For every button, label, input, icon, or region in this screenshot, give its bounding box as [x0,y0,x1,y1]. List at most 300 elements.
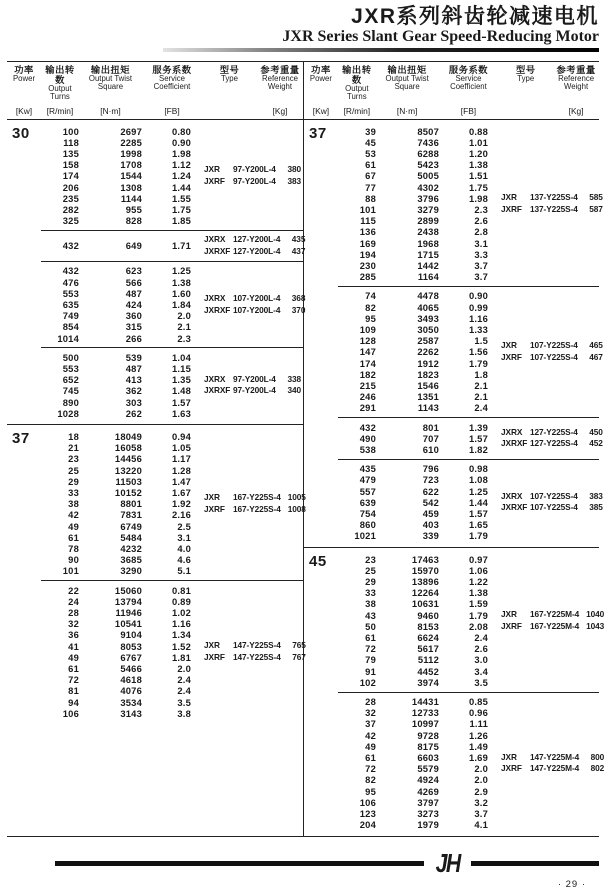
service-coefficient-cell: 1.51 [468,170,488,182]
table-row [304,148,499,159]
output-turns-cell: 61 [365,752,376,764]
table-row [304,632,499,643]
output-torque-cell: 360 [125,310,142,322]
output-torque-cell: 8801 [120,498,142,510]
model-spec: 127-Y200L-4 [233,234,281,245]
output-turns-cell: 136 [359,226,376,238]
model-spec: 127-Y200L-4 [233,245,281,256]
table-row [304,302,499,313]
output-turns-cell: 32 [68,618,79,630]
model-spec: 167-Y225M-4 [530,609,580,620]
service-coefficient-cell: 1.33 [468,323,488,335]
model-group [304,550,605,691]
service-coefficient-cell: 1.98 [171,147,191,159]
header-unit: [Kg] [272,106,288,116]
table-left-half [7,62,306,836]
model-line [204,234,307,246]
output-torque-cell: 14431 [411,696,439,708]
output-torque-cell: 3797 [417,796,439,808]
output-turns-cell: 325 [62,215,79,227]
model-spec: 167-Y225S-4 [233,492,281,503]
header-cell [79,65,142,105]
page-title-chinese: JXR系列斜齿轮减速电机 [351,5,599,28]
output-torque-cell: 6603 [417,752,439,764]
page-number: · 29 · [557,879,586,890]
service-coefficient-cell: 2.0 [177,663,191,675]
title-block [7,5,599,52]
output-turns-cell: 1028 [57,407,79,419]
output-torque-cell: 10152 [114,486,142,498]
model-prefix: JXRX [204,373,226,384]
model-line [204,652,308,664]
output-turns-cell: 194 [359,248,376,260]
output-torque-cell: 7831 [120,509,142,521]
model-weight: 585 [589,192,603,203]
table-row [7,397,202,408]
model-list [499,290,605,413]
model-line [501,621,606,633]
table-row [304,358,499,369]
service-coefficient-cell: 2.4 [177,674,191,686]
table-row [304,486,499,497]
service-coefficient-cell: 2.4 [177,685,191,697]
output-torque-cell: 303 [125,396,142,408]
table-row [7,607,202,618]
output-torque-cell: 413 [125,374,142,386]
output-turns-cell: 45 [365,136,376,148]
output-torque-cell: 12733 [411,707,439,719]
header-label-en: Type [517,74,535,83]
service-coefficient-cell: 2.1 [177,321,191,333]
service-coefficient-cell: 3.5 [177,696,191,708]
model-line [204,385,303,397]
table-row [7,453,202,464]
table-row [7,385,202,396]
output-torque-cell: 6749 [120,520,142,532]
model-weight: 767 [292,651,306,662]
output-torque-cell: 10541 [114,618,142,630]
service-coefficient-cell: 2.4 [474,402,488,414]
output-turns-cell: 50 [365,620,376,632]
service-coefficient-cell: 2.3 [177,332,191,344]
output-turns-cell: 479 [359,474,376,486]
header-unit: [Kw] [312,106,330,116]
power-value: 37 [309,125,327,142]
table-row [7,663,202,674]
output-turns-cell: 652 [62,374,79,386]
output-turns-cell: 123 [359,808,376,820]
output-torque-cell: 1979 [417,819,439,831]
output-torque-cell: 9728 [417,729,439,741]
service-coefficient-cell: 0.98 [468,463,488,475]
output-torque-cell: 487 [125,287,142,299]
output-torque-cell: 2899 [417,215,439,227]
service-coefficient-cell: 2.1 [474,391,488,403]
model-weight: 450 [589,426,603,437]
output-turns-cell: 37 [365,718,376,730]
header-unit [498,105,553,119]
model-line [501,192,605,204]
output-torque-cell: 315 [125,321,142,333]
service-coefficient-cell: 2.4 [474,632,488,644]
header-label-en: Reference Weight [262,74,298,92]
header-cell [41,65,79,105]
table-row [7,585,202,596]
service-coefficient-cell: 1.79 [468,609,488,621]
service-coefficient-cell: 0.85 [468,696,488,708]
model-line [204,374,303,386]
output-turns-cell: 88 [365,192,376,204]
service-coefficient-cell: 1.44 [171,181,191,193]
header-label-cn: 参考重量 [556,65,596,75]
table-row [304,554,499,565]
table-row [304,238,499,249]
output-torque-cell: 610 [422,443,439,455]
service-coefficient-cell: 3.2 [474,796,488,808]
output-torque-cell: 13794 [114,595,142,607]
output-turns-cell: 553 [62,362,79,374]
model-line [501,609,606,621]
output-torque-cell: 1823 [417,368,439,380]
table-row [304,752,499,763]
output-torque-cell: 7436 [417,136,439,148]
model-line [204,504,308,516]
table-row [304,444,499,455]
header-cell [553,65,599,105]
header-unit: [FB] [460,106,477,116]
model-spec: 107-Y225S-4 [530,351,578,362]
table-body-half [7,120,306,836]
output-torque-cell: 4232 [120,543,142,554]
model-prefix: JXRF [204,651,225,662]
table-row [304,610,499,621]
output-torque-cell: 1715 [417,248,439,260]
service-coefficient-cell: 1.12 [171,159,191,171]
output-turns-cell: 1014 [57,332,79,344]
table-row [7,182,202,193]
header-label-en: Service Coefficient [153,74,191,92]
service-coefficient-cell: 4.6 [177,554,191,566]
output-turns-cell: 33 [365,587,376,599]
model-list [202,352,303,419]
table-row [7,288,202,299]
service-coefficient-cell: 1.5 [474,335,488,347]
service-coefficient-cell: 1.60 [171,287,191,299]
output-turns-cell: 29 [68,475,79,487]
model-prefix: JXR [501,609,517,620]
title-gradient-rule [163,48,599,52]
model-weight: 380 [287,164,301,175]
table-row [7,431,202,442]
output-turns-cell: 246 [359,391,376,403]
numeric-rows [7,234,202,257]
output-turns-cell: 43 [365,609,376,621]
output-torque-cell: 266 [125,332,142,344]
header-cell [376,65,439,105]
output-turns-cell: 53 [365,147,376,159]
output-turns-cell: 435 [359,463,376,475]
output-turns-cell: 42 [68,509,79,521]
output-torque-cell: 459 [422,508,439,519]
output-torque-cell: 2262 [417,346,439,358]
output-torque-cell: 622 [422,485,439,497]
power-value: 30 [12,125,30,142]
output-turns-cell: 215 [359,379,376,391]
footer-rule-left [55,861,424,866]
output-torque-cell: 11503 [115,475,142,487]
table-row [7,408,202,419]
model-prefix: JXR [204,164,220,175]
model-list [499,554,606,688]
table-row [304,159,499,170]
service-coefficient-cell: 1.75 [468,181,488,193]
output-turns-cell: 109 [359,323,376,335]
model-weight: 1005 [287,492,306,503]
service-coefficient-cell: 1.67 [171,486,191,498]
model-line [501,427,605,439]
service-coefficient-cell: 0.80 [171,125,191,137]
output-torque-cell: 13896 [411,576,439,588]
numeric-rows [304,463,499,541]
output-torque-cell: 1164 [417,271,439,283]
output-torque-cell: 1144 [120,192,142,204]
table-row [304,808,499,819]
service-coefficient-cell: 3.4 [474,665,488,677]
table-row [304,170,499,181]
header-label-row [304,65,599,105]
numeric-rows [304,554,499,688]
header-label-en: Output Turns [345,84,369,102]
output-torque-cell: 1546 [417,379,439,391]
model-weight: 385 [589,502,603,513]
table-row [304,422,499,433]
model-prefix: JXR [204,640,220,651]
output-torque-cell: 3290 [120,565,142,577]
model-list [499,463,605,541]
header-unit: [Kw] [15,106,33,116]
table-row [304,666,499,677]
table-row [304,402,499,413]
model-weight: 435 [291,234,306,245]
output-torque-cell: 1143 [417,402,439,414]
output-torque-cell: 539 [125,351,142,363]
header-label-cn: 参考重量 [260,65,300,75]
output-torque-cell: 6288 [417,147,439,159]
model-prefix: JXRX [501,490,523,501]
output-turns-cell: 860 [359,519,376,531]
model-prefix: JXRF [501,763,522,774]
service-coefficient-cell: 1.34 [171,629,191,641]
output-turns-cell: 39 [365,125,376,137]
table-row [304,654,499,665]
output-turns-cell: 61 [365,632,376,644]
model-spec: 127-Y225S-4 [530,426,578,437]
service-coefficient-cell: 1.82 [468,443,488,455]
output-torque-cell: 487 [125,362,142,374]
table-row [304,313,499,324]
output-turns-cell: 72 [365,763,376,775]
model-group [304,460,603,545]
output-turns-cell: 24 [68,595,79,607]
output-torque-cell: 3050 [417,323,439,335]
output-turns-cell: 282 [62,203,79,215]
output-turns-cell: 77 [365,181,376,193]
output-torque-cell: 5484 [120,531,142,543]
model-list [499,696,606,830]
output-torque-cell: 542 [422,496,439,508]
service-coefficient-cell: 0.97 [468,553,488,565]
output-turns-cell: 182 [359,368,376,380]
service-coefficient-cell: 0.90 [468,290,488,302]
service-coefficient-cell: 1.04 [171,351,191,363]
service-coefficient-cell: 1.57 [468,432,488,444]
service-coefficient-cell: 1.28 [171,464,191,476]
service-coefficient-cell: 0.94 [171,430,191,442]
table-row [304,519,499,530]
output-turns-cell: 204 [359,819,376,831]
table-row [304,819,499,830]
model-weight: 800 [590,751,605,762]
model-weight: 383 [589,490,603,501]
output-turns-cell: 81 [68,685,79,697]
service-coefficient-cell: 3.1 [474,237,488,249]
service-coefficient-cell: 1.08 [468,474,488,486]
model-prefix: JXRF [204,175,225,186]
power-section [304,547,605,836]
service-coefficient-cell: 1.25 [468,485,488,497]
model-line [501,204,605,216]
model-spec: 107-Y225S-4 [530,490,578,501]
output-torque-cell: 955 [125,203,142,215]
output-turns-cell: 79 [365,654,376,666]
output-torque-cell: 424 [125,298,142,310]
output-torque-cell: 3493 [417,312,439,324]
table-header [7,62,303,120]
model-weight: 1040 [586,609,605,620]
numeric-rows [7,126,202,227]
table-row [304,346,499,357]
service-coefficient-cell: 1.24 [171,170,191,182]
output-turns-cell: 490 [359,432,376,444]
model-spec: 97-Y200L-4 [233,373,276,384]
table-row [304,271,499,282]
output-turns-cell: 61 [68,663,79,675]
model-prefix: JXRXF [204,385,231,396]
header-label-row [7,65,303,105]
output-torque-cell: 15970 [411,564,439,576]
model-list [202,234,307,257]
service-coefficient-cell: 3.7 [474,259,488,271]
service-coefficient-cell: 1.38 [468,159,488,171]
model-spec: 137-Y225S-4 [530,192,578,203]
model-line [204,164,303,176]
output-turns-cell: 101 [359,203,376,215]
table-row [7,532,202,543]
output-torque-cell: 707 [422,432,439,444]
model-group [7,348,303,422]
model-prefix: JXRF [501,203,522,214]
table-row [7,137,202,148]
model-line [501,340,605,352]
service-coefficient-cell: 2.9 [474,785,488,797]
header-label-en: Type [221,74,238,83]
output-turns-cell: 101 [62,565,79,577]
model-weight: 587 [589,203,603,214]
header-label-en: Output Twist Square [88,74,133,92]
numeric-rows [304,290,499,413]
model-prefix: JXRXF [204,245,231,256]
output-torque-cell: 3534 [120,696,142,708]
service-coefficient-cell: 1.16 [171,618,191,630]
output-turns-cell: 23 [365,553,376,565]
output-turns-cell: 635 [62,298,79,310]
output-turns-cell: 147 [359,346,376,358]
service-coefficient-cell: 2.3 [474,203,488,215]
service-coefficient-cell: 1.65 [468,519,488,531]
table-row [304,126,499,137]
header-label-cn: 输出扭矩 [90,65,131,75]
output-turns-cell: 38 [68,498,79,510]
service-coefficient-cell: 0.81 [171,584,191,596]
table-row [304,324,499,335]
table-row [304,718,499,729]
service-coefficient-cell: 1.56 [468,346,488,358]
output-torque-cell: 4076 [120,685,142,697]
output-turns-cell: 18 [68,430,79,442]
output-torque-cell: 11946 [115,607,142,619]
output-torque-cell: 2587 [417,335,439,347]
service-coefficient-cell: 2.16 [171,509,191,521]
model-weight: 1043 [586,620,605,631]
header-label-cn: 输出扭矩 [387,65,427,75]
table-row [304,182,499,193]
service-coefficient-cell: 2.6 [474,643,488,655]
model-line [501,352,605,364]
output-torque-cell: 1912 [417,357,439,369]
table-row [304,797,499,808]
output-torque-cell: 362 [125,385,142,397]
table-row [304,774,499,785]
table-row [304,193,499,204]
numeric-rows [7,352,202,419]
table-row [304,290,499,301]
model-list [202,585,308,719]
service-coefficient-cell: 1.44 [468,496,488,508]
service-coefficient-cell: 4.0 [177,543,191,554]
output-turns-cell: 106 [359,796,376,808]
output-turns-cell: 639 [359,496,376,508]
model-spec: 107-Y225S-4 [530,502,578,513]
model-line [501,752,606,764]
service-coefficient-cell: 0.90 [171,136,191,148]
service-coefficient-cell: 2.08 [468,620,488,632]
output-torque-cell: 3143 [120,707,142,719]
footer-rule-row [55,850,599,876]
model-line [204,293,307,305]
model-list [499,422,605,456]
service-coefficient-cell: 1.01 [468,136,488,148]
output-turns-cell: 128 [359,335,376,347]
model-spec: 147-Y225M-4 [530,763,580,774]
table-row [7,170,202,181]
header-unit: [FB] [164,106,180,116]
service-coefficient-cell: 1.75 [171,203,191,215]
header-label-cn: 服务系数 [152,65,192,75]
output-torque-cell: 4478 [417,290,439,302]
output-torque-cell: 339 [422,530,439,542]
output-turns-cell: 25 [365,564,376,576]
output-turns-cell: 91 [365,665,376,677]
